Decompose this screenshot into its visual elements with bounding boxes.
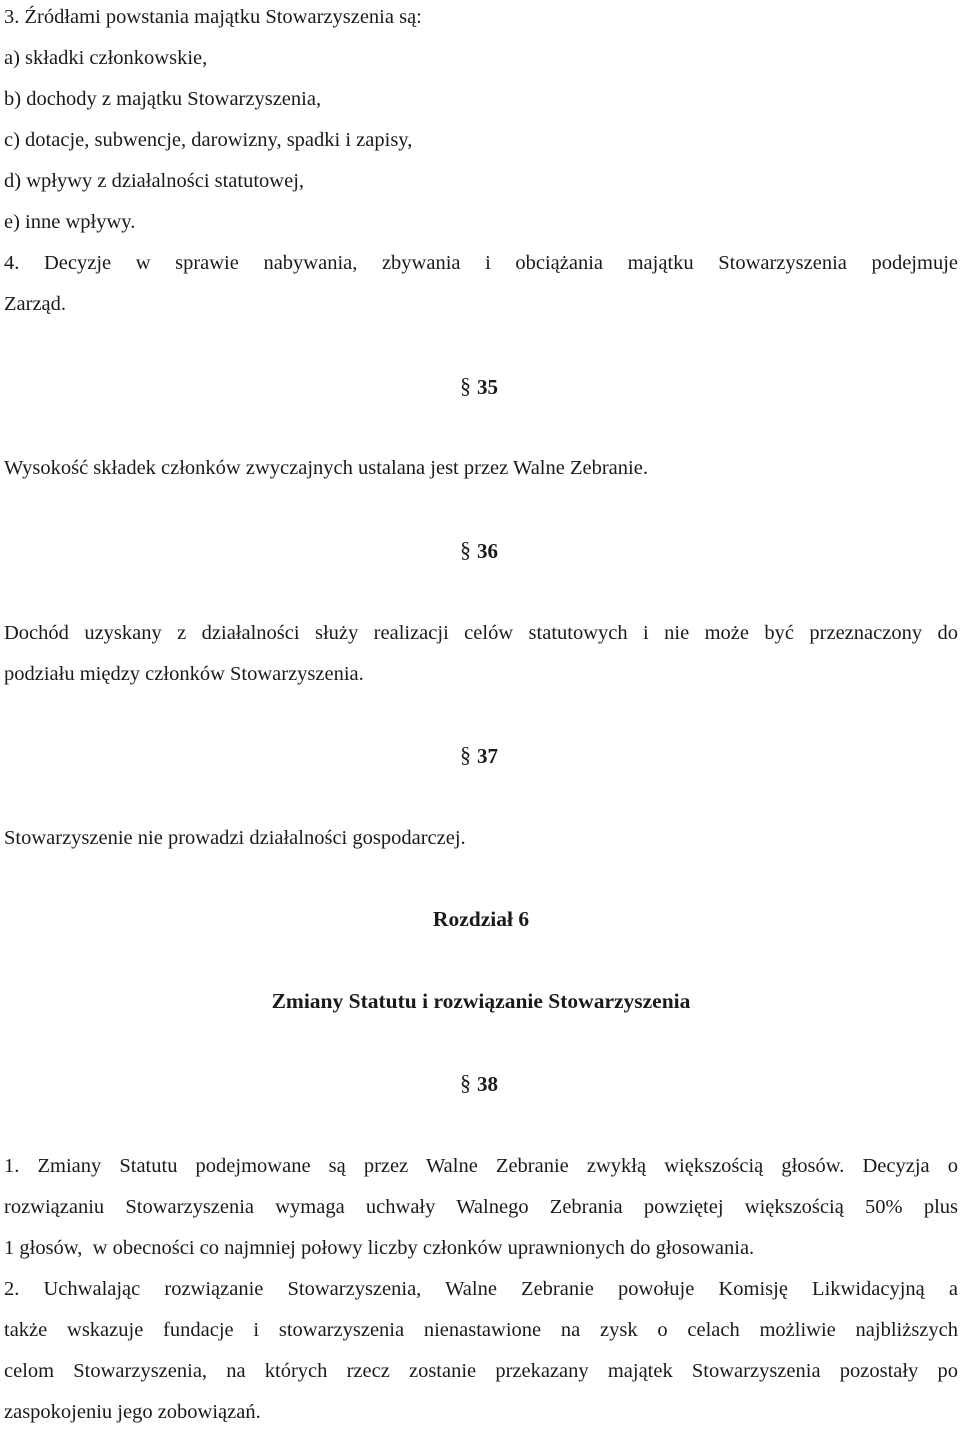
section-36-heading <box>460 537 498 565</box>
section-number: 36 <box>477 539 498 563</box>
list-item-e: e) inne wpływy. <box>4 211 136 233</box>
chapter-title: Rozdział 6 <box>432 907 530 931</box>
section-36-line-2: podziału między członków Stowarzyszenia. <box>4 663 364 685</box>
section-symbol: § <box>460 1070 471 1095</box>
list-item-c: c) dotacje, subwencje, darowizny, spadki i zapisy, <box>4 129 413 151</box>
section-38-p2-line-4: zaspokojeniu jego zobowiązań. <box>4 1401 261 1423</box>
section-number: 35 <box>477 375 498 399</box>
section-symbol: § <box>460 742 471 767</box>
chapter-subtitle: Zmiany Statutu i rozwiązanie Stowarzyszenia <box>271 989 691 1013</box>
section-38-p2-line-2: także wskazuje fundacje i stowarzyszenia nienastawione na zysk o celach możliwie najbliższych <box>4 1319 958 1341</box>
section-37-heading <box>460 742 498 770</box>
item-4-line-2: Zarząd. <box>4 293 67 315</box>
section-38-p1-line-1: 1. Zmiany Statutu podejmowane są przez Walne Zebranie zwykłą większością głosów. Decyzja o <box>4 1155 958 1177</box>
section-37-text: Stowarzyszenie nie prowadzi działalności gospodarczej. <box>4 827 466 849</box>
section-36-line-1: Dochód uzyskany z działalności służy realizacji celów statutowych i nie może być przeznaczony do <box>4 622 958 644</box>
section-symbol: § <box>460 373 471 398</box>
section-number: 37 <box>477 744 498 768</box>
section-35-heading <box>460 373 498 401</box>
section-35-text: Wysokość składek członków zwyczajnych ustalana jest przez Walne Zebranie. <box>4 457 648 479</box>
section-symbol: § <box>460 537 471 562</box>
section-38-heading <box>460 1070 498 1098</box>
list-item-b: b) dochody z majątku Stowarzyszenia, <box>4 88 322 110</box>
list-item-a: a) składki członkowskie, <box>4 47 208 69</box>
section-38-p2-line-1: 2. Uchwalając rozwiązanie Stowarzyszenia, Walne Zebranie powołuje Komisję Likwidacyjną a <box>4 1278 958 1300</box>
section-38-p1-line-3: 1 głosów, w obecności co najmniej połowy liczby członków uprawnionych do głosowania. <box>4 1237 755 1259</box>
item-4-line-1: 4. Decyzje w sprawie nabywania, zbywania i obciążania majątku Stowarzyszenia podejmuje <box>4 252 958 274</box>
section-number: 38 <box>477 1072 498 1096</box>
section-38-p2-line-3: celom Stowarzyszenia, na których rzecz zostanie przekazany majątek Stowarzyszenia pozostały po <box>4 1360 958 1382</box>
list-item-d: d) wpływy z działalności statutowej, <box>4 170 305 192</box>
section-38-p1-line-2: rozwiązaniu Stowarzyszenia wymaga uchwały Walnego Zebrania powziętej większością 50% plus <box>4 1196 958 1218</box>
item-3: 3. Źródłami powstania majątku Stowarzyszenia są: <box>4 6 422 28</box>
